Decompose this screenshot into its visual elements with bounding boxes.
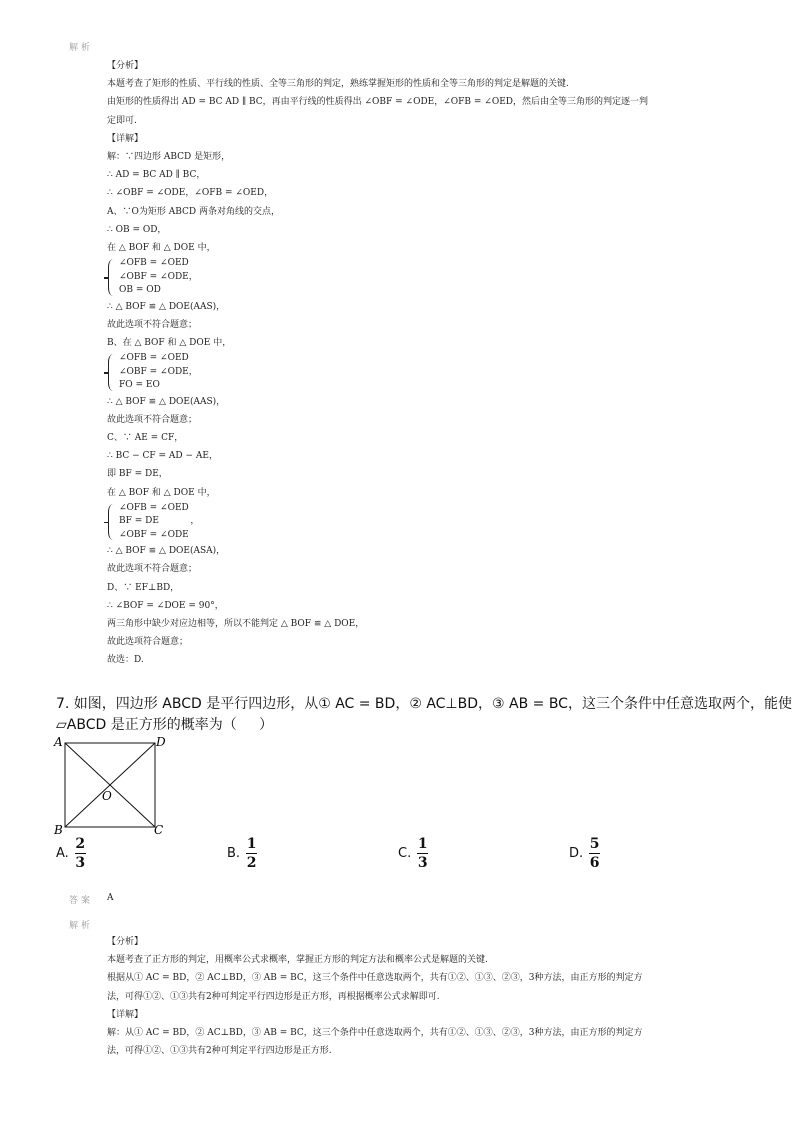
solution-line: ∴ △ BOF ≌ △ DOE(AAS)， (107, 396, 226, 407)
solution-line: 解：从① AC = BD，② AC⊥BD，③ AB = BC，这三个条件中任意选取两个，共有①②、①③、②③，3种方法，由正方形的判定方 (107, 1027, 643, 1038)
solution-line: 根据从① AC = BD，② AC⊥BD，③ AB = BC，这三个条件中任意选取两个，共有①②、①③、②③，3种方法，由正方形的判定方 (107, 973, 643, 984)
solution-line: 【详解】 (107, 133, 144, 144)
solution-line: 【分析】 (107, 61, 144, 71)
solution-line: ∴ ∠BOF = ∠DOE = 90°， (107, 600, 224, 611)
solution-line: A、∵O为矩形 ABCD 两条对角线的交点， (107, 206, 280, 217)
denominator: 3 (417, 855, 428, 872)
answer-tag: 答案 (69, 896, 94, 906)
fraction-bar (75, 853, 86, 854)
option-c[interactable] (398, 836, 428, 871)
equation-line: BF = DE ， (119, 516, 200, 527)
solution-line: ∴ △ BOF ≌ △ DOE(ASA)， (107, 546, 226, 557)
denominator: 6 (589, 855, 600, 872)
question-7 (56, 694, 792, 736)
solution-line: D、∵ EF⊥BD， (107, 582, 180, 593)
solution-line: ∴ ∠OBF = ∠ODE，∠OFB = ∠OED， (107, 188, 274, 199)
option-d[interactable] (569, 836, 600, 871)
solution-line: 故此选项不符合题意； (107, 414, 198, 425)
solution-line: 解：∵四边形 ABCD 是矩形， (107, 151, 231, 162)
equation-line: ∠OBF = ∠ODE (119, 529, 189, 540)
solution-block-1 (107, 57, 747, 670)
equation-line: ∠OBF = ∠ODE， (119, 271, 198, 282)
option-fraction (589, 836, 600, 871)
square-diagram (50, 734, 175, 838)
brace-icon (108, 259, 115, 296)
vertex-label-a: A (54, 735, 63, 749)
brace-icon (108, 504, 115, 541)
solution-line: 故选：D. (107, 655, 144, 666)
equation-line: ∠OFB = ∠OED (119, 502, 189, 513)
equation-line: OB = OD (119, 285, 161, 296)
solution-line: 【分析】 (107, 937, 144, 947)
option-label: B. (227, 846, 241, 862)
solution-line: 本题考查了矩形的性质、平行线的性质、全等三角形的判定，熟练掌握矩形的性质和全等三角形的判定是解题的关键. (107, 79, 569, 90)
option-fraction (246, 836, 257, 871)
vertex-label-b: B (54, 823, 63, 837)
solution-line: 本题考查了正方形的判定，用概率公式求概率，掌握正方形的判定方法和概率公式是解题的关键. (107, 955, 488, 966)
solution-line: 法，可得①②、①③共有2种可判定平行四边形是正方形. (107, 1046, 332, 1057)
option-label: D. (569, 846, 584, 862)
solution-block-2 (107, 933, 747, 1060)
denominator: 3 (75, 855, 86, 872)
equation-line: ∠OBF = ∠ODE， (119, 366, 198, 377)
solution-line: 【详解】 (107, 1009, 144, 1020)
numerator: 1 (417, 836, 428, 852)
equation-line: ∠OFB = ∠OED (119, 353, 189, 364)
solution-line: 两三角形中缺少对应边相等，所以不能判定 △ BOF ≌ △ DOE， (107, 619, 365, 629)
numerator: 1 (246, 836, 257, 852)
solution-line: 由矩形的性质得出 AD = BC AD ∥ BC，再由平行线的性质得出 ∠OBF = ∠ODE，∠OFB = ∠OED，然后由全等三角形的判定逐一判 (107, 97, 648, 108)
solution-line: 在 △ BOF 和 △ DOE 中， (107, 487, 216, 498)
solution-line: ∴ △ BOF ≌ △ DOE(AAS)， (107, 301, 226, 312)
solution-line: 在 △ BOF 和 △ DOE 中， (107, 242, 216, 253)
answer-value: A (107, 893, 114, 903)
brace-icon (108, 354, 115, 391)
equation-system (107, 352, 747, 393)
fraction-bar (589, 853, 600, 854)
analysis-tag: 解析 (69, 43, 94, 53)
equation-line: FO = EO (119, 380, 160, 391)
denominator: 2 (246, 855, 257, 872)
solution-line: 法，可得①②、①③共有2种可判定平行四边形是正方形，再根据概率公式求解即可. (107, 991, 440, 1002)
solution-line: C、∵ AE = CF， (107, 433, 184, 443)
solution-line: 即 BF = DE， (107, 469, 168, 480)
center-label-o: O (102, 789, 112, 803)
numerator: 5 (589, 836, 600, 852)
vertex-label-d: D (156, 735, 166, 749)
option-b[interactable] (227, 836, 257, 871)
option-a[interactable] (56, 836, 86, 871)
question-text: 7. 如图，四边形 ABCD 是平行四边形，从① AC = BD，② AC⊥BD，③ AB = BC，这三个条件中任意选取两个，能使 (56, 696, 792, 712)
solution-line: 故此选项不符合题意； (107, 564, 198, 575)
numerator: 2 (75, 836, 86, 852)
solution-line: ∴ AD = BC AD ∥ BC， (107, 170, 206, 181)
option-label: C. (398, 846, 412, 862)
equation-system (107, 257, 747, 298)
solution-line: 故此选项符合题意； (107, 637, 189, 648)
analysis-tag: 解析 (69, 921, 94, 931)
fraction-bar (417, 853, 428, 854)
option-label: A. (56, 846, 69, 862)
solution-line: 定即可. (107, 115, 137, 126)
option-fraction (417, 836, 428, 871)
solution-line: B、在 △ BOF 和 △ DOE 中， (107, 337, 232, 348)
equation-system (107, 502, 747, 543)
option-fraction (75, 836, 86, 871)
solution-line: ∴ BC − CF = AD − AE， (107, 451, 218, 462)
question-text: ▱ABCD 是正方形的概率为（ ） (56, 717, 273, 733)
solution-line: ∴ OB = OD， (107, 224, 167, 235)
vertex-label-c: C (154, 823, 164, 837)
fraction-bar (246, 853, 257, 854)
equation-line: ∠OFB = ∠OED (119, 258, 189, 269)
solution-line: 故此选项不符合题意； (107, 319, 198, 330)
